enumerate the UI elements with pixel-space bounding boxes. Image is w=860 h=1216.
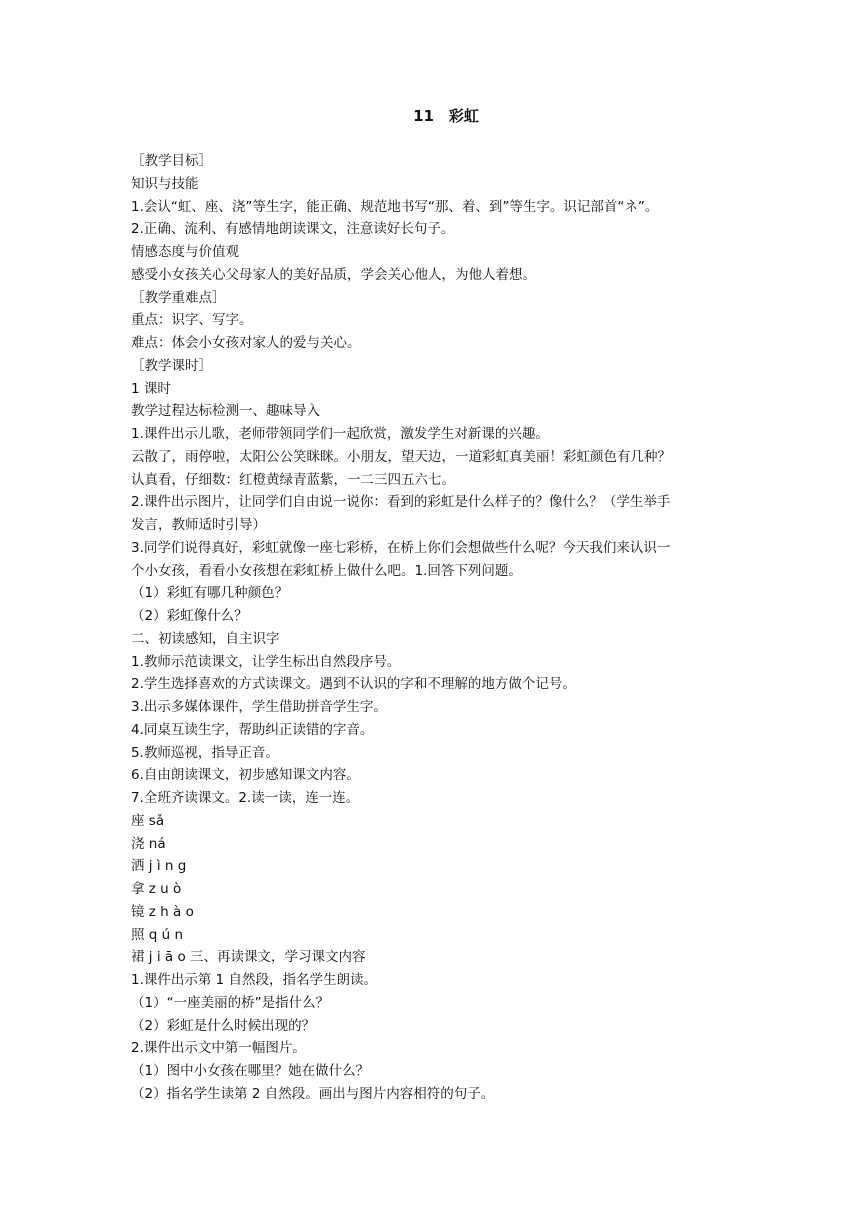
text-line: 2.课件出示文中第一幅图片。 (131, 1040, 306, 1057)
text-line: （1）彩虹有哪几种颜色？ (131, 585, 289, 602)
text-line: 2.正确、流利、有感情地朗读课文，注意读好长句子。 (131, 221, 455, 238)
section-heading: ［教学课时］ (131, 357, 212, 374)
section-heading: 二、初读感知，自主识字 (131, 630, 280, 647)
subheading: 情感态度与价值观 (131, 244, 239, 260)
pinyin-line: 浇 ná (131, 835, 166, 852)
text-line: 7.全班齐读课文。2.读一读，连一连。 (131, 790, 360, 806)
text-line: 2.课件出示图片，让同学们自由说一说你：看到的彩虹是什么样子的？像什么？（学生举手 (131, 494, 671, 511)
text-line: 认真看，仔细数：红橙黄绿青蓝紫，一二三四五六七。 (131, 471, 455, 488)
text-line: 6.自由朗读课文，初步感知课文内容。 (131, 767, 360, 784)
text-line: （2）彩虹是什么时候出现的？ (131, 1017, 316, 1034)
text-line: 1 课时 (131, 380, 171, 397)
text-line: 1.教师示范读课文，让学生标出自然段序号。 (131, 653, 401, 670)
lesson-title: 11 彩虹 (413, 107, 479, 125)
text-line: 5.教师巡视，指导正音。 (131, 744, 279, 761)
text-line: （1）“一座美丽的桥”是指什么？ (131, 994, 330, 1011)
text-line: （1）图中小女孩在哪里？她在做什么？ (131, 1063, 370, 1079)
pinyin-line: 照 q ú n (131, 926, 184, 943)
text-line: （2）指名学生读第 2 自然段。画出与图片内容相符的句子。 (131, 1085, 495, 1102)
text-line: 1.课件出示第 1 自然段，指名学生朗读。 (131, 972, 378, 988)
subheading: 知识与技能 (131, 175, 199, 192)
text-line: 难点：体会小女孩对家人的爱与关心。 (131, 335, 361, 351)
text-line: 3.出示多媒体课件，学生借助拼音学生字。 (131, 699, 387, 715)
text-line: 教学过程达标检测一、趣味导入 (131, 403, 320, 420)
text-line: 重点：识字、写字。 (131, 312, 253, 329)
pinyin-line: 拿 z u ò (131, 881, 182, 897)
section-heading: ［教学重难点］ (131, 289, 226, 306)
text-line: （2）彩虹像什么？ (131, 608, 248, 624)
text-line: 云散了，雨停啦，太阳公公笑眯眯。小朋友，望天边，一道彩虹真美丽！彩虹颜色有几种？ (131, 448, 671, 465)
text-line: 4.同桌互读生字，帮助纠正读错的字音。 (131, 721, 374, 738)
text-line: 2.学生选择喜欢的方式读课文。遇到不认识的字和不理解的地方做个记号。 (131, 676, 576, 693)
text-line: 感受小女孩关心父母家人的美好品质，学会关心他人，为他人着想。 (131, 266, 536, 283)
section-heading: ［教学目标］ (131, 153, 212, 169)
pinyin-line: 裙 j i ā o 三、再读课文，学习课文内容 (131, 949, 366, 966)
text-line: 个小女孩，看看小女孩想在彩虹桥上做什么吧。1.回答下列问题。 (131, 562, 522, 579)
pinyin-line: 洒 j ì n g (131, 858, 187, 875)
text-line: 3.同学们说得真好，彩虹就像一座七彩桥，在桥上你们会想做些什么呢？今天我们来认识一 (131, 539, 671, 556)
pinyin-line: 座 sǎ (131, 812, 165, 829)
text-line: 1.课件出示儿歌，老师带领同学们一起欣赏，激发学生对新课的兴趣。 (131, 426, 549, 442)
text-line: 1.会认“虹、座、浇”等生字，能正确、规范地书写“那、着、到”等生字。识记部首“ネ”。 (131, 198, 659, 215)
lesson-body (131, 150, 741, 1106)
pinyin-line: 镜 z h à o (131, 903, 194, 920)
text-line: 发言，教师适时引导） (131, 517, 266, 533)
